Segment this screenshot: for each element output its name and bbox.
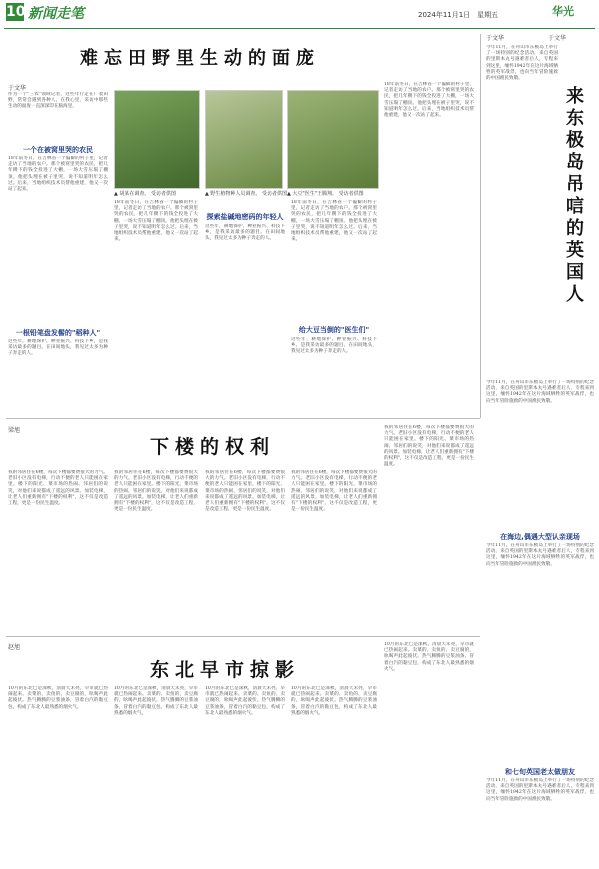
photo-soybean-doctor xyxy=(287,90,379,189)
right-column-body-4: 今年11月，在舟山市东极岛上举行了一场特别的纪念活动，来自英国的里斯本丸号遇难者后人，专程来到这里，缅怀1942年在这片海域牺牲的英军战俘，也向当年冒险施救的中国渔民致敬。 xyxy=(486,778,594,802)
photo-wild-plants xyxy=(205,90,283,189)
article2-author: 梁旭 xyxy=(8,427,21,434)
article3-column-3: 10月的东北已是深秋，清晨天未亮，早市就已热闹起来。卖菜的、卖鱼的、卖豆腐的，吆喝声此起彼伏。热气腾腾的豆浆油条，冒着白汽的黏豆包，构成了东北人最熟悉的烟火气。 xyxy=(205,686,285,716)
article2-column-3: 我的邻居住在6楼，每次下楼都要费很大的力气。老旧小区没有电梯，行动不便的老人只能困在家里。楼下的阳光、菜市场的热闹、邻居们的说笑，对他们来说都成了遥远的风景。加装电梯，让老人们重新拥有"下楼的权利"，这不仅是改造工程，更是一份民生温度。 xyxy=(205,470,285,513)
article1-column-1b: 这些年，耕地保护、种业振兴、科技下乡，是我采访最多的题目。在田间地头，我见过太多为种子奔走的人。 xyxy=(8,339,108,357)
section-divider-2 xyxy=(6,636,480,637)
section-divider-1 xyxy=(6,418,480,419)
article3-column-5: 10月的东北已是深秋，清晨天未亮，早市就已热闹起来。卖菜的、卖鱼的、卖豆腐的，吆喝声此起彼伏。热气腾腾的豆浆油条，冒着白汽的黏豆包，构成了东北人最熟悉的烟火气。 xyxy=(384,642,474,672)
article1-author: 于文华 xyxy=(8,85,27,92)
issue-date: 2024年11月1日 星期五 xyxy=(418,11,499,19)
caption-1: ▲ 胡某在调查。 受访者供图 xyxy=(114,191,177,197)
caption-3: ▲ 大豆"医生"王腾翔。 受访者供图 xyxy=(287,191,364,197)
article1-column-1: 18年前冬日，在吉林省一个偏僻的村子里，记者走访了当地的农户。那个被窝里哭的农民，把几年攒下的钱全投进了大棚，一场大雪压塌了棚顶。他把头埋在被子里哭，说不知道明年怎么过。后来，当地组织技术员帮他重建，他又一次站了起来。 xyxy=(8,156,108,193)
article3-author: 赵旭 xyxy=(8,644,21,651)
right-column-author: 于文华 xyxy=(486,35,505,42)
right-column-subheading-1: 在海边,偶遇大型认亲现场 xyxy=(500,533,580,541)
article1-column-4: 18年前冬日，在吉林省一个偏僻的村子里，记者走访了当地的农户。那个被窝里哭的农民，把几年攒下的钱全投进了大棚，一场大雪压塌了棚顶。他把头埋在被子里哭，说不知道明年怎么过。后来，当地组织技术员帮他重建，他又一次站了起来。 xyxy=(291,200,377,243)
editor-tag: 于文华 xyxy=(548,35,567,42)
article3-title: 东北早市掠影 xyxy=(150,659,301,681)
article1-subheading-2: 一根铅笔盘发髻的"稻种人" xyxy=(15,329,101,337)
article1-subheading-3: 探索盐碱地密码的年轻人 xyxy=(206,213,284,221)
article1-column-2: 18年前冬日，在吉林省一个偏僻的村子里，记者走访了当地的农户。那个被窝里哭的农民，把几年攒下的钱全投进了大棚，一场大雪压塌了棚顶。他把头埋在被子里哭，说不知道明年怎么过。后来，当地组织技术员帮他重建，他又一次站了起来。 xyxy=(114,200,198,243)
article2-title: 下楼的权利 xyxy=(150,436,276,458)
right-column-body-2: 今年11月，在舟山市东极岛上举行了一场特别的纪念活动，来自英国的里斯本丸号遇难者后人，专程来到这里，缅怀1942年在这片海域牺牲的英军战俘，也向当年冒险施救的中国渔民致敬。 xyxy=(486,380,594,404)
article3-column-4: 10月的东北已是深秋，清晨天未亮，早市就已热闹起来。卖菜的、卖鱼的、卖豆腐的，吆喝声此起彼伏。热气腾腾的豆浆油条，冒着白汽的黏豆包，构成了东北人最熟悉的烟火气。 xyxy=(291,686,377,716)
photo-survey xyxy=(114,90,200,189)
article1-subheading-4: 给大豆当倒的"医生们" xyxy=(298,326,370,334)
article2-column-2: 我的邻居住在6楼，每次下楼都要费很大的力气。老旧小区没有电梯，行动不便的老人只能困在家里。楼下的阳光、菜市场的热闹、邻居们的说笑，对他们来说都成了遥远的风景。加装电梯，让老人们重新拥有"下楼的权利"，这不仅是改造工程，更是一份民生温度。 xyxy=(114,470,198,513)
caption-2: ▲ 野生植物种人员调查。 受访者供图 xyxy=(205,191,288,197)
article2-column-5: 我的邻居住在6楼，每次下楼都要费很大的力气。老旧小区没有电梯，行动不便的老人只能困在家里。楼下的阳光、菜市场的热闹、邻居们的说笑，对他们来说都成了遥远的风景。加装电梯，让老人们重新拥有"下楼的权利"，这不仅是改造工程，更是一份民生温度。 xyxy=(384,425,474,468)
section-name: 新闻走笔 xyxy=(28,6,84,22)
right-column-body-3: 今年11月，在舟山市东极岛上举行了一场特别的纪念活动，来自英国的里斯本丸号遇难者后人，专程来到这里，缅怀1942年在这片海域牺牲的英军战俘，也向当年冒险施救的中国渔民致敬。 xyxy=(486,543,594,567)
article2-column-1: 我的邻居住在6楼，每次下楼都要费很大的力气。老旧小区没有电梯，行动不便的老人只能困在家里。楼下的阳光、菜市场的热闹、邻居们的说笑，对他们来说都成了遥远的风景。加装电梯，让老人们重新拥有"下楼的权利"，这不仅是改造工程，更是一份民生温度。 xyxy=(8,470,108,507)
article3-column-2: 10月的东北已是深秋，清晨天未亮，早市就已热闹起来。卖菜的、卖鱼的、卖豆腐的，吆喝声此起彼伏。热气腾腾的豆浆油条，冒着白汽的黏豆包，构成了东北人最熟悉的烟火气。 xyxy=(114,686,198,716)
article1-column-5: 18年前冬日，在吉林省一个偏僻的村子里，记者走访了当地的农户。那个被窝里哭的农民，把几年攒下的钱全投进了大棚，一场大雪压塌了棚顶。他把头埋在被子里哭，说不知道明年怎么过。后来，当地组织技术员帮他重建，他又一次站了起来。 xyxy=(384,82,474,119)
right-column-title: 来东极岛吊唁的英国人 xyxy=(566,86,584,305)
right-column-body-1: 今年11月，在舟山市东极岛上举行了一场特别的纪念活动，来自英国的里斯本丸号遇难者后人，专程来到这里，缅怀1942年在这片海域牺牲的英军战俘，也向当年冒险施救的中国渔民致敬。 xyxy=(486,45,558,82)
article2-column-4: 我的邻居住在6楼，每次下楼都要费很大的力气。老旧小区没有电梯，行动不便的老人只能困在家里。楼下的阳光、菜市场的热闹、邻居们的说笑，对他们来说都成了遥远的风景。加装电梯，让老人们重新拥有"下楼的权利"，这不仅是改造工程，更是一份民生温度。 xyxy=(291,470,377,513)
article1-intro: 作为一个"三农"领域记者，这些年行走在广袤田野，常常会遇到各种人，在我心里，采访中那些生动的面庞一直深深印在脑海里。 xyxy=(8,92,108,110)
article1-subheading-1: 一个在被窝里哭的农民 xyxy=(23,146,93,154)
article1-column-4b: 这些年，耕地保护、种业振兴、科技下乡，是我采访最多的题目。在田间地头，我见过太多为种子奔走的人。 xyxy=(291,337,377,355)
column-divider xyxy=(480,34,481,418)
right-column-subheading-2: 和七旬英国老太做朋友 xyxy=(505,768,575,776)
masthead xyxy=(0,0,599,26)
article3-column-1: 10月的东北已是深秋，清晨天未亮，早市就已热闹起来。卖菜的、卖鱼的、卖豆腐的，吆喝声此起彼伏。热气腾腾的豆浆油条，冒着白汽的黏豆包，构成了东北人最熟悉的烟火气。 xyxy=(8,686,108,710)
masthead-rule xyxy=(4,28,595,29)
article1-column-3: 这些年，耕地保护、种业振兴、科技下乡，是我采访最多的题目。在田间地头，我见过太多为种子奔走的人。 xyxy=(205,224,285,242)
paper-logo: 华光 xyxy=(552,5,574,18)
article1-title: 难忘田野里生动的面庞 xyxy=(80,48,320,69)
page-number: 10 xyxy=(6,4,26,20)
